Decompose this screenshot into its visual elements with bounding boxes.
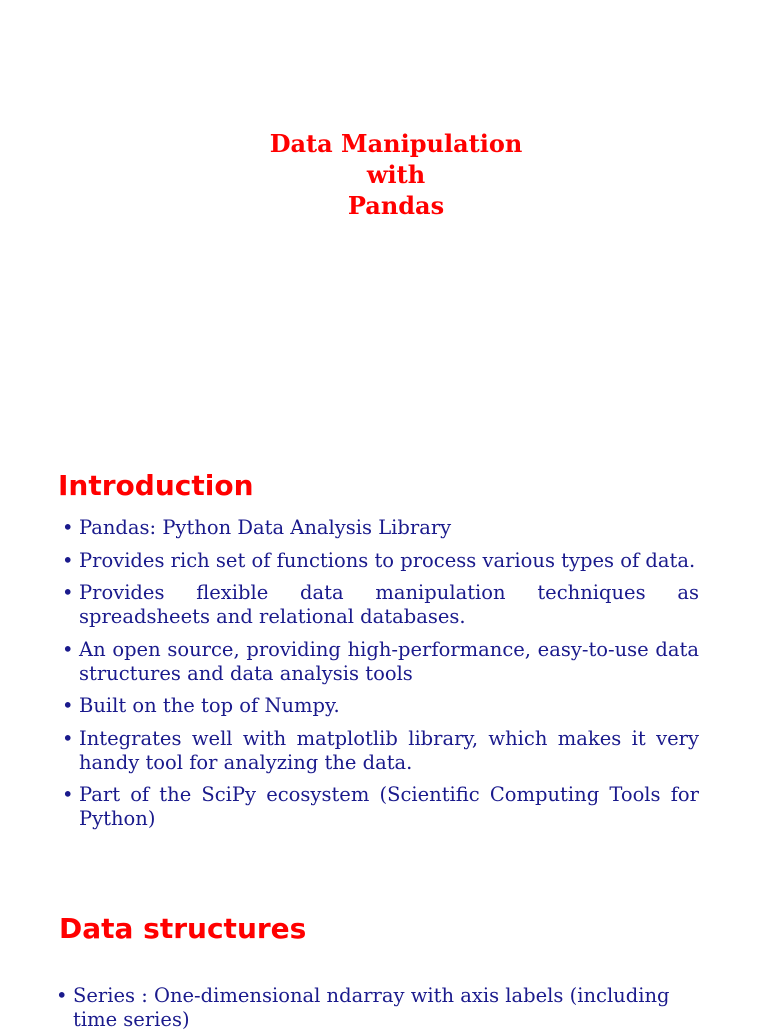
title-line-1: Data Manipulation <box>269 129 523 158</box>
bullet-icon: • <box>62 637 74 661</box>
bullet-icon: • <box>56 984 68 1007</box>
bullet-text: Provides flexible data manipulation techniques as spreadsheets and relational databases. <box>79 581 699 628</box>
bullet-item <box>56 984 716 1032</box>
bullet-item <box>62 516 699 540</box>
bullet-item <box>62 581 699 629</box>
bullet-text: Built on the top of Numpy. <box>79 694 340 717</box>
data-structures-heading: Data structures <box>59 912 307 945</box>
bullet-text: Pandas: Python Data Analysis Library <box>79 516 452 539</box>
data-structures-bullet-list <box>56 984 716 1032</box>
bullet-text: Provides rich set of functions to process various types of data. <box>79 548 696 572</box>
bullet-item <box>62 783 699 831</box>
bullet-item <box>62 549 699 573</box>
bullet-text: Part of the SciPy ecosystem (Scientific Computing Tools for Python) <box>79 783 699 830</box>
bullet-item <box>62 694 699 718</box>
bullet-item <box>62 638 699 686</box>
bullet-text: An open source, providing high-performance, easy-to-use data structures and data analysis tools <box>79 637 699 685</box>
introduction-bullet-list <box>62 516 699 840</box>
bullet-icon: • <box>62 548 74 572</box>
bullet-text: Integrates well with matplotlib library, which makes it very handy tool for analyzing the data. <box>79 726 699 774</box>
bullet-icon: • <box>62 694 74 717</box>
title-line-2: with <box>366 160 426 189</box>
bullet-icon: • <box>62 726 74 750</box>
bullet-icon: • <box>62 783 74 806</box>
introduction-heading: Introduction <box>58 469 254 502</box>
bullet-icon: • <box>62 581 74 604</box>
bullet-text: Series : One-dimensional ndarray with axis labels (including time series) <box>73 984 670 1031</box>
page-title <box>0 128 768 221</box>
bullet-item <box>62 727 699 775</box>
bullet-icon: • <box>62 516 74 539</box>
title-line-3: Pandas <box>347 191 445 220</box>
